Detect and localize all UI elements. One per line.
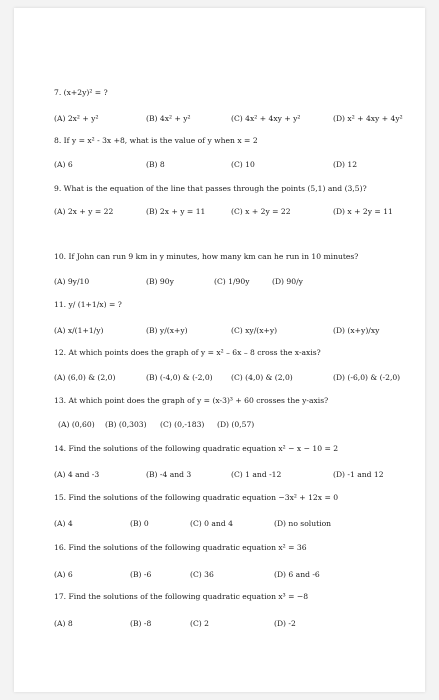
option-c: (C) xy/(x+y) [231,326,278,335]
option-a: (A) 9y/10 [54,277,90,286]
option-b: (B) 4x² + y² [146,114,191,123]
option-c: (C) (0,-183) [160,420,205,429]
option-c: (C) 0 and 4 [190,519,233,528]
question-11-stem: 11. y/ (1+1/x) = ? [54,300,122,309]
question-15-options [54,519,417,529]
option-b: (B) y/(x+y) [146,326,188,335]
option-c: (C) 1 and -12 [231,470,282,479]
option-b: (B) (-4,0) & (-2,0) [146,373,213,382]
option-d: (D) x² + 4xy + 4y² [333,114,403,123]
option-b: (B) 90y [146,277,174,286]
option-d: (D) (-6,0) & (-2,0) [333,373,401,382]
option-c: (C) 10 [231,160,255,169]
option-c: (C) 36 [190,570,214,579]
question-12-options [54,373,417,383]
option-d: (D) no solution [274,519,332,528]
option-d: (D) 90/y [272,277,303,286]
option-d: (D) 12 [333,160,358,169]
option-c: (C) 1/90y [214,277,250,286]
option-b: (B) -8 [130,619,152,628]
question-14-stem: 14. Find the solutions of the following quadratic equation x² − x − 10 = 2 [54,444,339,453]
question-7-options [54,114,417,124]
option-a: (A) (6,0) & (2,0) [54,373,116,382]
option-d: (D) (0,57) [217,420,255,429]
option-a: (A) 6 [54,570,73,579]
option-b: (B) 8 [146,160,165,169]
option-d: (D) -2 [274,619,296,628]
option-d: (D) (x+y)/xy [333,326,380,335]
option-a: (A) 2x + y = 22 [54,207,114,216]
option-b: (B) -6 [130,570,152,579]
option-a: (A) 4 and -3 [54,470,100,479]
option-b: (B) 2x + y = 11 [146,207,206,216]
option-a: (A) 8 [54,619,73,628]
option-a: (A) 4 [54,519,73,528]
option-b: (B) -4 and 3 [146,470,192,479]
option-c: (C) 4x² + 4xy + y² [231,114,301,123]
option-b: (B) 0 [130,519,149,528]
option-c: (C) x + 2y = 22 [231,207,291,216]
question-10-options [54,277,417,287]
question-17-options [54,619,417,629]
option-c: (C) (4,0) & (2,0) [231,373,293,382]
question-9-stem: 9. What is the equation of the line that passes through the points (5,1) and (3,5)? [54,184,367,193]
question-8-options [54,160,417,170]
question-12-stem: 12. At which points does the graph of y = x² – 6x – 8 cross the x-axis? [54,348,321,357]
option-d: (D) -1 and 12 [333,470,384,479]
question-15-stem: 15. Find the solutions of the following quadratic equation −3x² + 12x = 0 [54,493,339,502]
option-a: (A) 6 [54,160,73,169]
option-d: (D) 6 and -6 [274,570,320,579]
question-17-stem: 17. Find the solutions of the following quadratic equation x³ = −8 [54,592,309,601]
option-c: (C) 2 [190,619,209,628]
question-7-stem: 7. (x+2y)² = ? [54,88,108,97]
question-14-options [54,470,417,480]
question-16-stem: 16. Find the solutions of the following quadratic equation x² = 36 [54,543,307,552]
question-10-stem: 10. If John can run 9 km in y minutes, how many km can he run in 10 minutes? [54,252,359,261]
question-9-options [54,207,417,217]
option-a: (A) 2x² + y² [54,114,99,123]
question-16-options [54,570,417,580]
question-11-options [54,326,417,336]
option-a: (A) (0,60) [58,420,95,429]
question-8-stem: 8. If y = x² - 3x +8, what is the value of y when x = 2 [54,136,258,145]
option-d: (D) x + 2y = 11 [333,207,393,216]
worksheet-page [14,8,425,692]
question-13-options [54,420,417,430]
option-a: (A) x/(1+1/y) [54,326,104,335]
question-13-stem: 13. At which point does the graph of y = (x-3)³ + 60 crosses the y-axis? [54,396,329,405]
option-b: (B) (0,303) [105,420,147,429]
